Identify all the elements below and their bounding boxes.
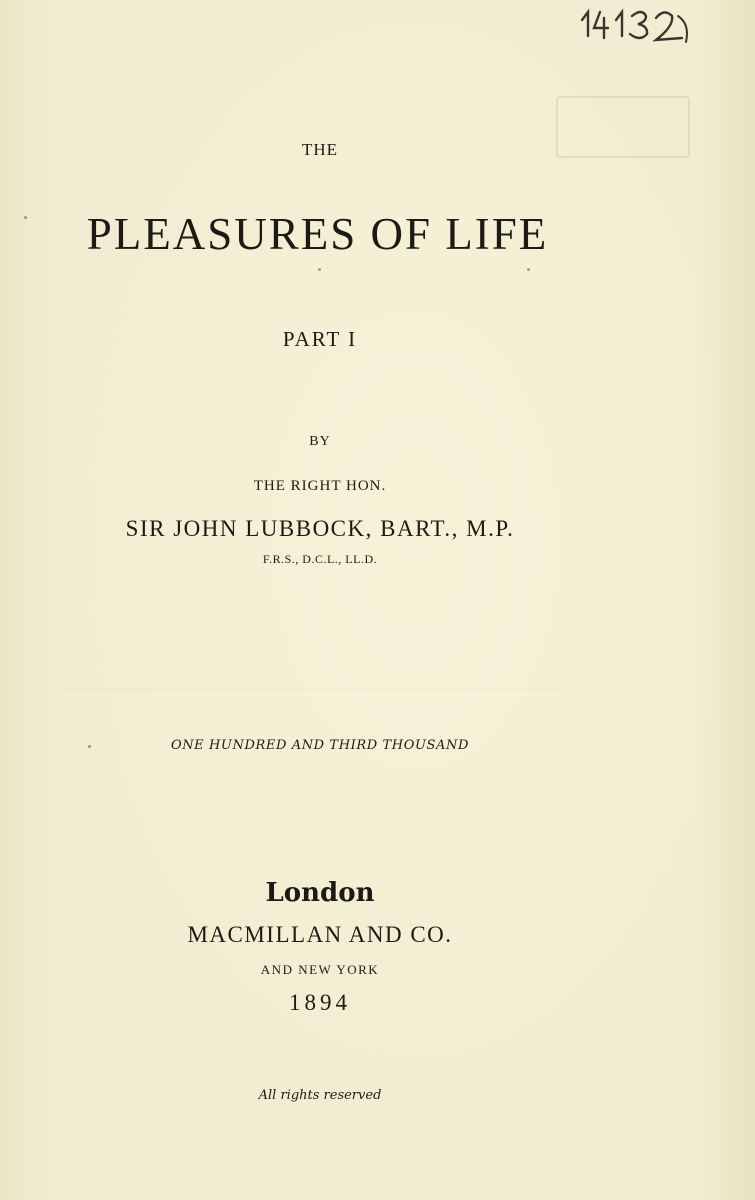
author-name: SIR JOHN LUBBOCK, BART., M.P. xyxy=(125,516,515,541)
book-title: PLEASURES OF LIFE xyxy=(86,209,549,259)
author-by: BY xyxy=(309,434,331,449)
publisher-city: London xyxy=(265,878,375,908)
part-number: PART I xyxy=(282,327,358,351)
paper-speck xyxy=(527,268,530,271)
edition-statement: ONE HUNDRED AND THIRD THOUSAND xyxy=(170,738,470,753)
paper-speck xyxy=(318,268,321,271)
publisher-also: AND NEW YORK xyxy=(260,962,380,977)
author-degrees: F.R.S., D.C.L., LL.D. xyxy=(262,552,378,566)
rights-notice: All rights reserved xyxy=(258,1088,382,1103)
author-honorific: THE RIGHT HON. xyxy=(253,478,387,494)
publisher-name: MACMILLAN AND CO. xyxy=(187,922,453,947)
paper-speck xyxy=(88,745,91,748)
publication-year: 1894 xyxy=(289,990,351,1015)
handwritten-catalog-number xyxy=(578,4,698,46)
title-the: THE xyxy=(301,140,339,159)
paper-speck xyxy=(24,216,27,219)
show-through xyxy=(60,640,560,785)
